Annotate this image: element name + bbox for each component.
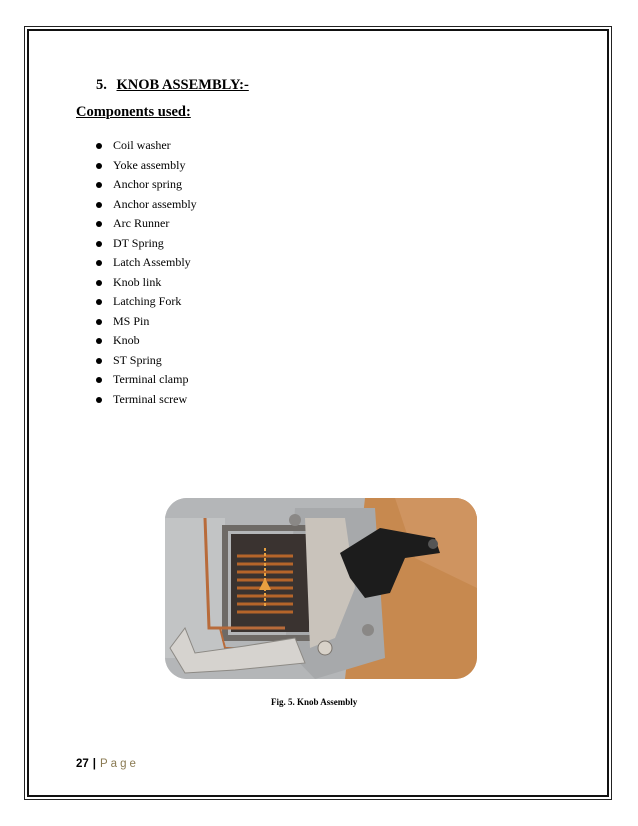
- bullet-icon: [96, 221, 102, 227]
- components-heading: Components used:: [76, 104, 191, 120]
- page-footer: [76, 758, 139, 770]
- list-item: Latching Fork: [96, 292, 197, 312]
- section-number: 5.: [96, 77, 107, 93]
- section-title: [96, 77, 249, 94]
- page-number: 27: [76, 758, 89, 770]
- bullet-icon: [96, 377, 102, 383]
- list-item: Terminal clamp: [96, 370, 197, 390]
- bullet-icon: [96, 358, 102, 364]
- list-item: Latch Assembly: [96, 253, 197, 273]
- components-list: [96, 136, 197, 409]
- list-item: Coil washer: [96, 136, 197, 156]
- knob-assembly-photo: [165, 498, 477, 679]
- bullet-icon: [96, 182, 102, 188]
- bullet-icon: [96, 260, 102, 266]
- bullet-icon: [96, 299, 102, 305]
- list-item: ST Spring: [96, 351, 197, 371]
- bullet-icon: [96, 319, 102, 325]
- list-item: Anchor assembly: [96, 195, 197, 215]
- bullet-icon: [96, 143, 102, 149]
- section-title-text: KNOB ASSEMBLY:-: [116, 77, 249, 93]
- list-item: MS Pin: [96, 312, 197, 332]
- list-item: Arc Runner: [96, 214, 197, 234]
- bullet-icon: [96, 280, 102, 286]
- list-item: Anchor spring: [96, 175, 197, 195]
- list-item: Yoke assembly: [96, 156, 197, 176]
- bullet-icon: [96, 338, 102, 344]
- bullet-icon: [96, 163, 102, 169]
- bullet-icon: [96, 397, 102, 403]
- list-item: DT Spring: [96, 234, 197, 254]
- list-item: Terminal screw: [96, 390, 197, 410]
- page-word: Page: [100, 758, 139, 770]
- list-item: Knob link: [96, 273, 197, 293]
- bullet-icon: [96, 241, 102, 247]
- figure-caption: Fig. 5. Knob Assembly: [271, 697, 358, 707]
- list-item: Knob: [96, 331, 197, 351]
- bullet-icon: [96, 202, 102, 208]
- footer-separator: |: [92, 758, 97, 770]
